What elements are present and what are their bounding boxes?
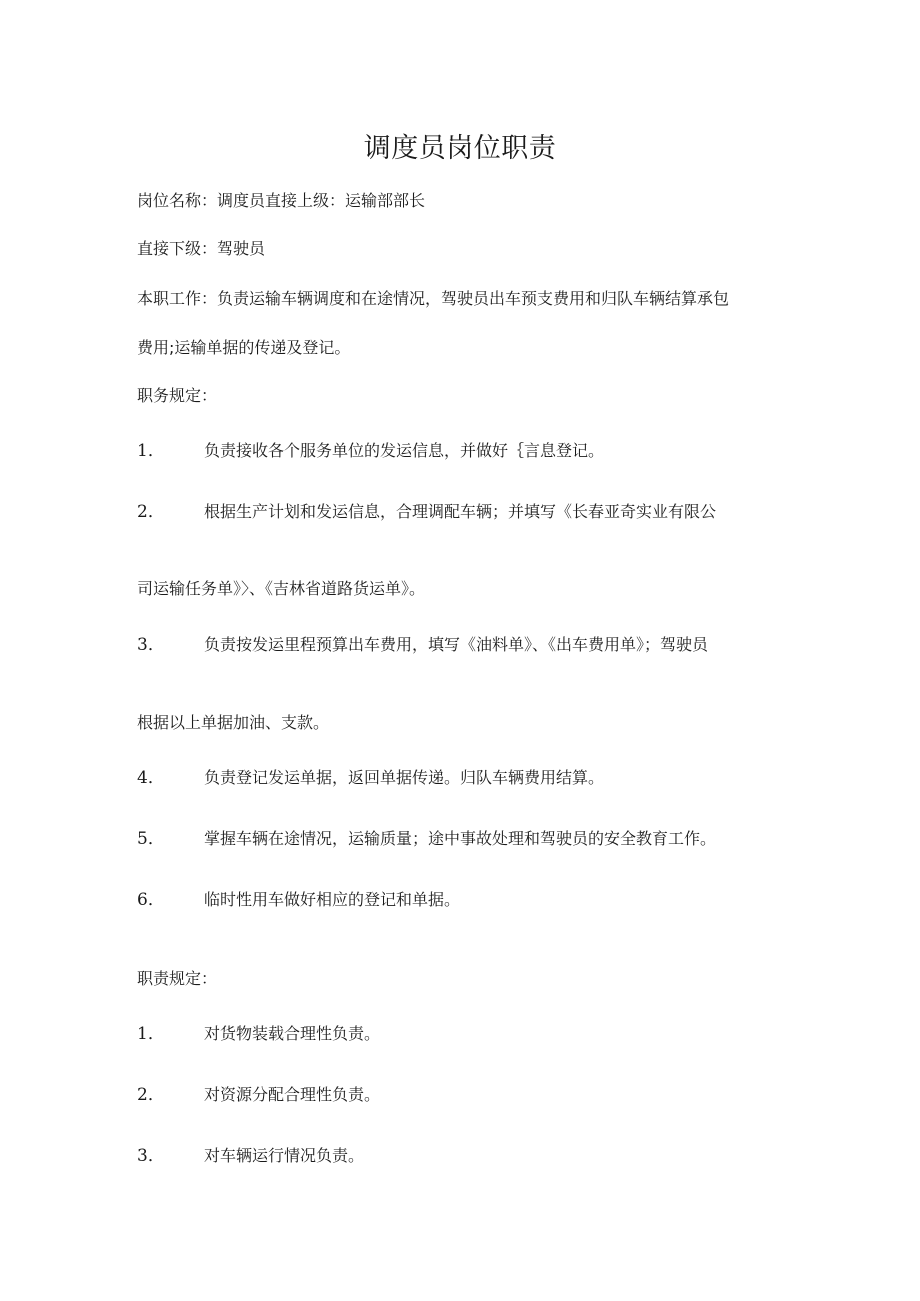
responsibility-number-3: 3．	[137, 1146, 165, 1166]
responsibility-number-1: 1．	[137, 1024, 165, 1044]
subordinate-line: 直接下级：驾驶员	[137, 239, 266, 258]
responsibility-item-3: 对车辆运行情况负责。	[204, 1146, 365, 1165]
main-work-line-1: 本职工作：负责运输车辆调度和在途情况，驾驶员出车预支费用和归队车辆结算承包	[137, 289, 730, 308]
document-title: 调度员岗位职责	[363, 133, 557, 164]
duty-item-2: 根据生产计划和发运信息，合理调配车辆；并填写《长春亚奇实业有限公	[204, 502, 717, 521]
duty-number-6: 6．	[137, 890, 165, 910]
duty-number-1: 1．	[137, 441, 165, 461]
duty-number-2: 2．	[137, 502, 165, 522]
duty-item-2-continued: 司运输任务单》〉、《吉林省道路货运单》。	[137, 579, 426, 598]
duty-item-4: 负责登记发运单据，返回单据传递。归队车辆费用结算。	[204, 768, 605, 787]
main-work-line-2: 费用;运输单据的传递及登记。	[137, 338, 351, 357]
duty-item-1: 负责接收各个服务单位的发运信息，并做好｛言息登记。	[204, 441, 605, 460]
responsibility-number-2: 2．	[137, 1085, 165, 1105]
duty-number-4: 4．	[137, 768, 165, 788]
duty-number-3: 3．	[137, 635, 165, 655]
duty-item-3-continued: 根据以上单据加油、支款。	[137, 713, 330, 732]
duty-number-5: 5．	[137, 829, 165, 849]
duty-item-5: 掌握车辆在途情况，运输质量；途中事故处理和驾驶员的安全教育工作。	[204, 829, 717, 848]
responsibilities-heading: 职责规定：	[137, 969, 218, 988]
responsibility-item-1: 对货物装载合理性负责。	[204, 1024, 381, 1043]
duty-item-3: 负责按发运里程预算出车费用，填写《油料单》、《出车费用单》；驾驶员	[204, 635, 709, 654]
duty-item-6: 临时性用车做好相应的登记和单据。	[204, 890, 461, 909]
position-info-line: 岗位名称：调度员直接上级：运输部部长	[137, 191, 426, 210]
duties-heading: 职务规定：	[137, 386, 218, 405]
responsibility-item-2: 对资源分配合理性负责。	[204, 1085, 381, 1104]
